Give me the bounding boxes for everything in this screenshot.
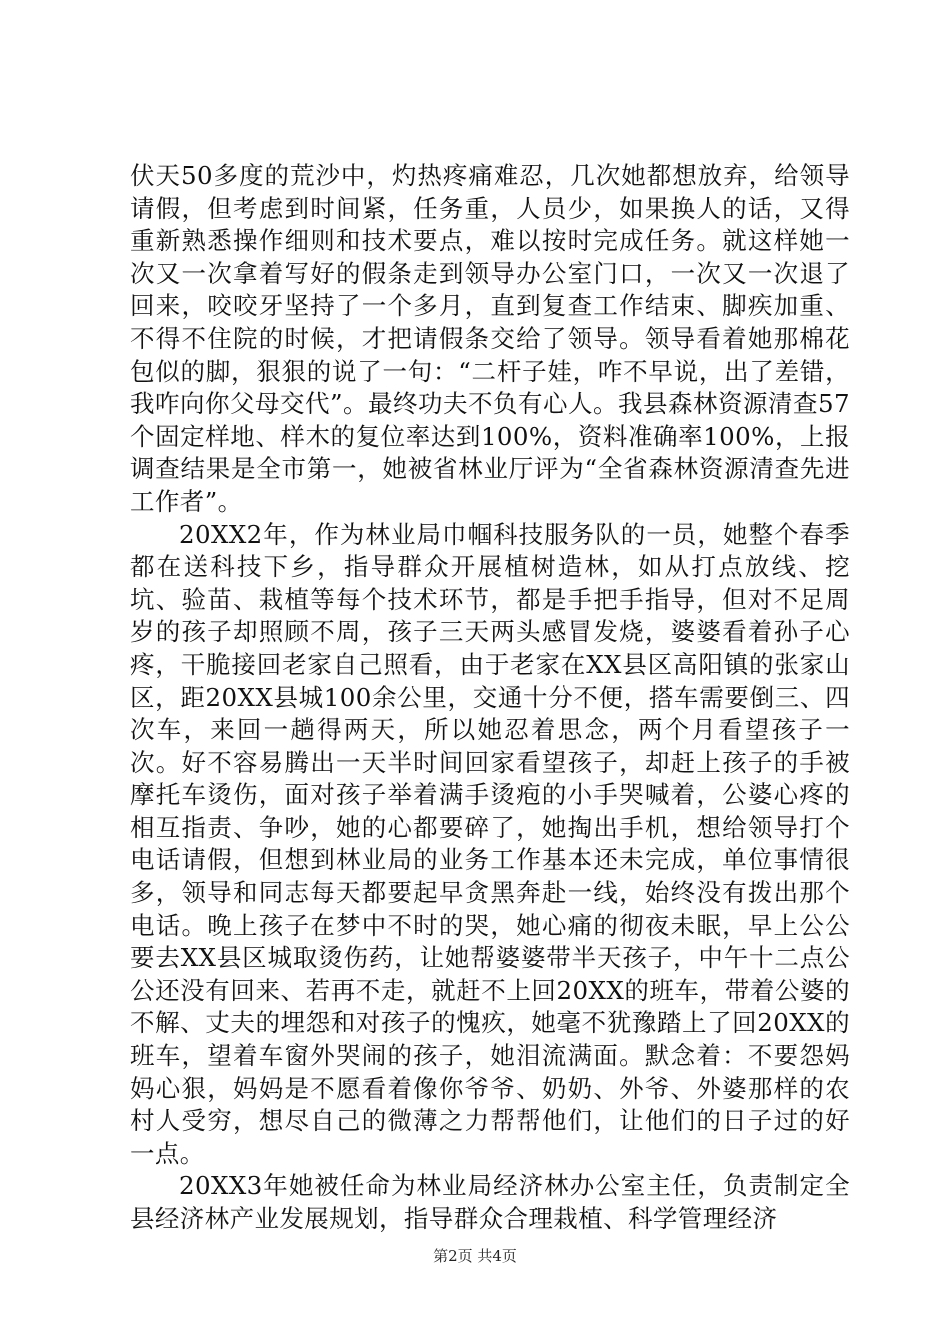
- paragraph-20xx3: 20XX3年她被任命为林业局经济林办公室主任，负责制定全县经济林产业发展规划，指导群众合理栽植、科学管理经济: [130, 1171, 850, 1233]
- document-body: [130, 160, 850, 1236]
- paragraph-continuation: 伏天50多度的荒沙中，灼热疼痛难忍，几次她都想放弃，给领导请假，但考虑到时间紧，任务重，人员少，如果换人的话，又得重新熟悉操作细则和技术要点，难以按时完成任务。就这样她一次又一次拿着写好的假条走到领导办公室门口，一次又一次退了回来，咬咬牙坚持了一个多月，直到复查工作结束、脚疾加重、不得不住院的时候，才把请假条交给了领导。领导看着她那棉花包似的脚，狠狠的说了一句：“二杆子娃，咋不早说，出了差错，我咋向你父母交代”。最终功夫不负有心人。我县森林资源清查57个固定样地、样木的复位率达到100%，资料准确率100%，上报调查结果是全市第一，她被省林业厅评为“全省森林资源清查先进工作者”。: [130, 161, 850, 516]
- page-footer: [0, 1246, 950, 1266]
- page-number: 第2页 共4页: [433, 1247, 517, 1265]
- paragraph-20xx2: 20XX2年，作为林业局巾帼科技服务队的一员，她整个春季都在送科技下乡，指导群众开展植树造林，如从打点放线、挖坑、验苗、栽植等每个技术环节，都是手把手指导，但对不足周岁的孩子却照顾不周，孩子三天两头感冒发烧，婆婆看着孙子心疼，干脆接回老家自己照看，由于老家在XX县区高阳镇的张家山区，距20XX县城100余公里，交通十分不便，搭车需要倒三、四次车，来回一趟得两天，所以她忍着思念，两个月看望孩子一次。好不容易腾出一天半时间回家看望孩子，却赶上孩子的手被摩托车烫伤，面对孩子举着满手烫疱的小手哭喊着，公婆心疼的相互指责、争吵，她的心都要碎了，她掏出手机，想给领导打个电话请假，但想到林业局的业务工作基本还未完成，单位事情很多，领导和同志每天都要起早贪黑奔赴一线，始终没有拨出那个电话。晚上孩子在梦中不时的哭，她心痛的彻夜未眠，早上公公要去XX县区城取烫伤药，让她帮婆婆带半天孩子，中午十二点公公还没有回来、若再不走，就赶不上回20XX的班车，带着公婆的不解、丈夫的埋怨和对孩子的愧疚，她毫不犹豫踏上了回20XX的班车，望着车窗外哭闹的孩子，她泪流满面。默念着：不要怨妈妈心狠，妈妈是不愿看着像你爷爷、奶奶、外爷、外婆那样的农村人受穷，想尽自己的微薄之力帮帮他们，让他们的日子过的好一点。: [130, 519, 850, 1168]
